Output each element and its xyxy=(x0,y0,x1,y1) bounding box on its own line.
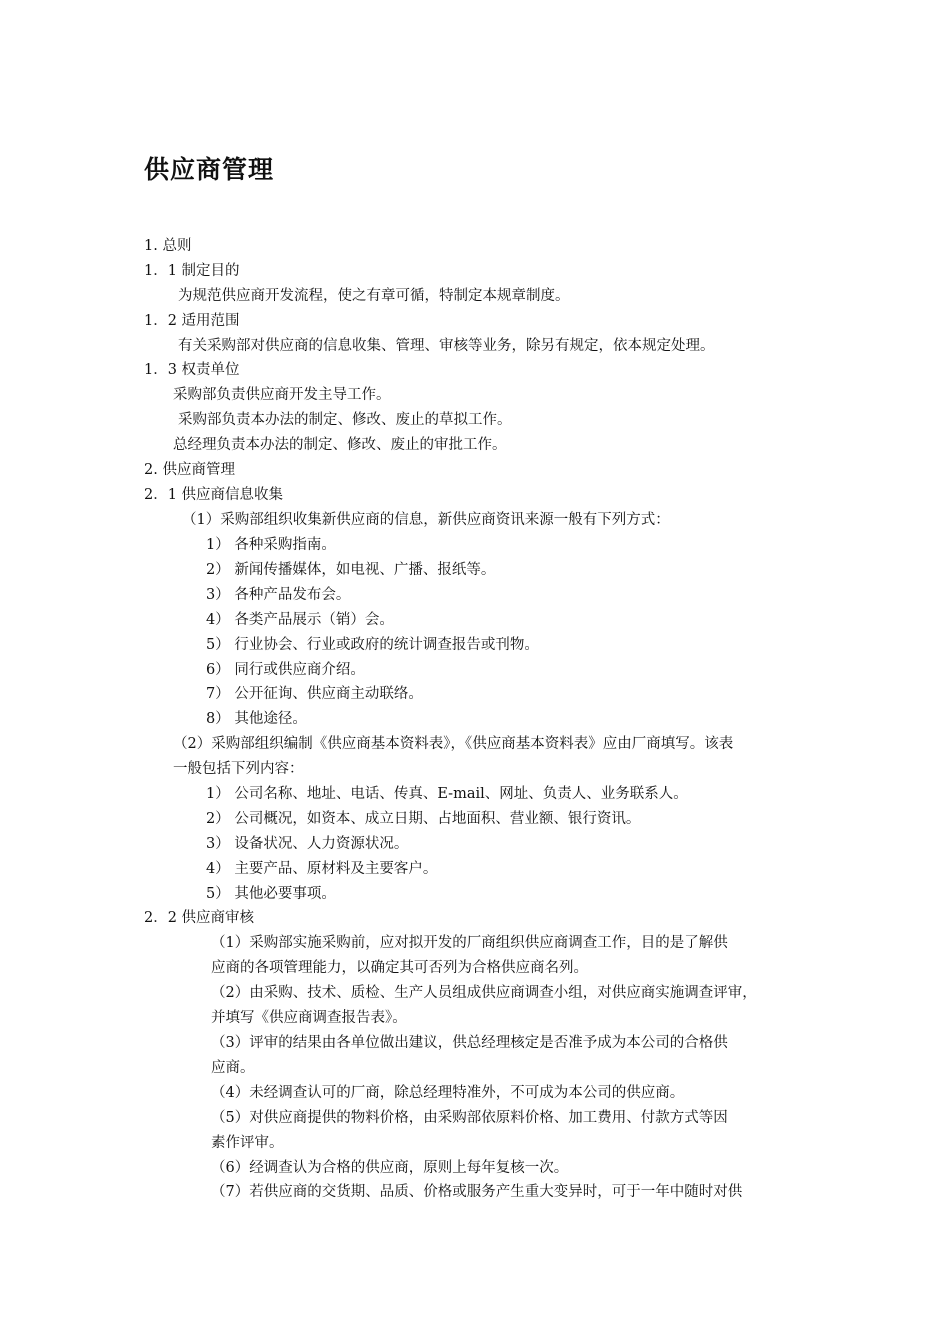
heading-1-2: 1．2 适用范围 xyxy=(144,313,240,329)
heading-2-2: 2．2 供应商审核 xyxy=(144,910,255,926)
body-line: （5）对供应商提供的物料价格，由采购部依原料价格、加工费用、付款方式等因 xyxy=(211,1110,728,1126)
list-item: 5） 行业协会、行业或政府的统计调查报告或刊物。 xyxy=(206,637,539,653)
list-item: 6） 同行或供应商介绍。 xyxy=(206,662,365,678)
body-line: 一般包括下列内容： xyxy=(173,761,304,777)
body-line: 有关采购部对供应商的信息收集、管理、审核等业务，除另有规定，依本规定处理。 xyxy=(178,338,715,354)
body-line: （1）采购部组织收集新供应商的信息，新供应商资讯来源一般有下列方式： xyxy=(182,512,670,528)
list-item: 3） 设备状况、人力资源状况。 xyxy=(206,836,409,852)
body-line: 为规范供应商开发流程，使之有章可循，特制定本规章制度。 xyxy=(178,288,570,304)
body-line: （2）采购部组织编制《供应商基本资料表》，《供应商基本资料表》应由厂商填写。该表 xyxy=(173,736,734,752)
list-item: 8） 其他途径。 xyxy=(206,711,307,727)
heading-1-1: 1．1 制定目的 xyxy=(144,263,240,279)
list-item: 3） 各种产品发布会。 xyxy=(206,587,351,603)
list-item: 2） 公司概况，如资本、成立日期、占地面积、营业额、银行资讯。 xyxy=(206,811,641,827)
body-line: 并填写《供应商调查报告表》。 xyxy=(211,1010,407,1026)
list-item: 4） 主要产品、原材料及主要客户。 xyxy=(206,861,438,877)
body-line: 采购部负责供应商开发主导工作。 xyxy=(173,387,391,403)
list-item: 1） 各种采购指南。 xyxy=(206,537,336,553)
body-line: 采购部负责本办法的制定、修改、废止的草拟工作。 xyxy=(178,412,512,428)
body-line: （1）采购部实施采购前，应对拟开发的厂商组织供应商调查工作，目的是了解供 xyxy=(211,935,728,951)
heading-2: 2. 供应商管理 xyxy=(144,462,235,478)
body-line: （3）评审的结果由各单位做出建议，供总经理核定是否准予成为本公司的合格供 xyxy=(211,1035,728,1051)
heading-1-3: 1．3 权责单位 xyxy=(144,362,240,378)
body-line: （4）未经调查认可的厂商，除总经理特准外，不可成为本公司的供应商。 xyxy=(211,1085,685,1101)
body-line: 素作评审。 xyxy=(211,1135,284,1151)
body-line: 应商的各项管理能力，以确定其可否列为合格供应商名列。 xyxy=(211,960,588,976)
body-line: 应商。 xyxy=(211,1060,255,1076)
list-item: 5） 其他必要事项。 xyxy=(206,886,336,902)
list-item: 7） 公开征询、供应商主动联络。 xyxy=(206,686,423,702)
list-item: 4） 各类产品展示（销）会。 xyxy=(206,612,394,628)
body-line: 总经理负责本办法的制定、修改、废止的审批工作。 xyxy=(173,437,507,453)
body-line: （7）若供应商的交货期、品质、价格或服务产生重大变异时，可于一年中随时对供 xyxy=(211,1184,743,1200)
list-item: 1） 公司名称、地址、电话、传真、E-mail、网址、负责人、业务联系人。 xyxy=(206,786,688,802)
body-line: （6）经调查认为合格的供应商，原则上每年复核一次。 xyxy=(211,1160,569,1176)
body-line: （2）由采购、技术、质检、生产人员组成供应商调查小组，对供应商实施调查评审， xyxy=(211,985,757,1001)
list-item: 2） 新闻传播媒体，如电视、广播、报纸等。 xyxy=(206,562,496,578)
heading-1: 1. 总则 xyxy=(144,238,192,254)
page-title: 供应商管理 xyxy=(144,155,275,184)
heading-2-1: 2．1 供应商信息收集 xyxy=(144,487,284,503)
